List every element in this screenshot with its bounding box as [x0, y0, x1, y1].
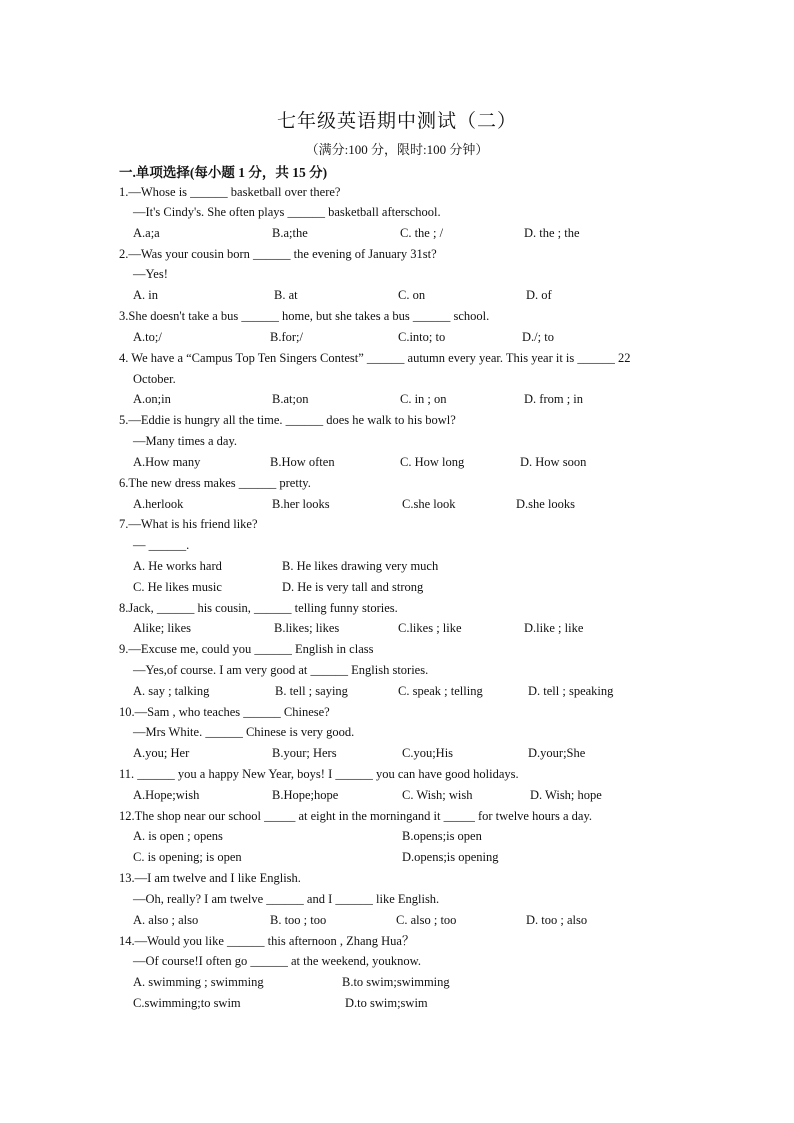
page-title: 七年级英语期中测试（二） — [276, 111, 517, 132]
answer-option: C.you;His — [402, 746, 454, 760]
section-heading: 一.单项选择(每小题 1 分，共 15 分) — [119, 165, 328, 180]
question-stem: 3.She doesn't take a bus ______ home, but she takes a bus ______ school. — [119, 309, 490, 323]
answer-option: D.opens;is opening — [402, 850, 499, 864]
answer-option: D./; to — [522, 330, 554, 344]
answer-option: C. How long — [400, 455, 465, 469]
answer-option: A.Hope;wish — [133, 788, 200, 802]
answer-option: B. He likes drawing very much — [282, 559, 439, 573]
answer-option: D. the ; the — [524, 226, 580, 240]
answer-option: B.likes; likes — [274, 621, 340, 635]
answer-option: A. in — [133, 288, 158, 302]
answer-option: A. He works hard — [133, 559, 222, 573]
answer-option: A.you; Her — [133, 746, 190, 760]
answer-option: B.How often — [270, 455, 335, 469]
answer-option: C.swimming;to swim — [133, 996, 241, 1010]
question-stem: 11. ______ you a happy New Year, boys! I ______ you can have good holidays. — [119, 767, 519, 781]
answer-option: A. say ; talking — [133, 684, 210, 698]
answer-option: B. tell ; saying — [275, 684, 348, 698]
answer-option: D. of — [526, 288, 552, 302]
answer-option: C. He likes music — [133, 580, 222, 594]
answer-option: D. Wish; hope — [530, 788, 602, 802]
answer-option: A.herlook — [133, 497, 184, 511]
answer-option: D. from ; in — [524, 392, 584, 406]
answer-option: C. Wish; wish — [402, 788, 473, 802]
question-stem: 9.—Excuse me, could you ______ English in class — [119, 642, 374, 656]
answer-option: A.to;/ — [133, 330, 162, 344]
page-subtitle: （满分:100 分，限时:100 分钟） — [305, 142, 489, 157]
question-stem: 4. We have a “Campus Top Ten Singers Contest” ______ autumn every year. This year it is ______ 22 — [119, 351, 631, 365]
answer-option: B.her looks — [272, 497, 330, 511]
question-stem: 5.—Eddie is hungry all the time. ______ does he walk to his bowl? — [119, 413, 456, 427]
question-stem: 8.Jack, ______ his cousin, ______ telling funny stories. — [119, 601, 398, 615]
answer-option: D.like ; like — [524, 621, 584, 635]
answer-option: B. at — [274, 288, 298, 302]
answer-option: A. swimming ; swimming — [133, 975, 264, 989]
question-stem: 7.—What is his friend like? — [119, 517, 258, 531]
answer-option: D.your;She — [528, 746, 586, 760]
answer-option: B.Hope;hope — [272, 788, 339, 802]
answer-option: B. too ; too — [270, 913, 327, 927]
answer-option: C. in ; on — [400, 392, 447, 406]
answer-option: D.to swim;swim — [345, 996, 428, 1010]
question-dialogue-line: —Oh, really? I am twelve ______ and I ______ like English. — [133, 892, 440, 906]
answer-option: A.on;in — [133, 392, 171, 406]
answer-option: Alike; likes — [133, 621, 191, 635]
question-dialogue-line: October. — [133, 372, 176, 386]
question-dialogue-line: —Mrs White. ______ Chinese is very good. — [133, 725, 355, 739]
question-stem: 2.—Was your cousin born ______ the evening of January 31st? — [119, 247, 437, 261]
question-dialogue-line: —Many times a day. — [133, 434, 238, 448]
answer-option: C. is opening; is open — [133, 850, 242, 864]
question-dialogue-line: —Of course!I often go ______ at the weekend, youknow. — [133, 954, 422, 968]
answer-option: D. too ; also — [526, 913, 588, 927]
question-stem: 1.—Whose is ______ basketball over there? — [119, 185, 341, 199]
answer-option: B.at;on — [272, 392, 309, 406]
answer-option: D. He is very tall and strong — [282, 580, 424, 594]
answer-option: C.she look — [402, 497, 456, 511]
answer-option: A.a;a — [133, 226, 160, 240]
answer-option: C. on — [398, 288, 426, 302]
answer-option: D.she looks — [516, 497, 576, 511]
answer-option: D. tell ; speaking — [528, 684, 614, 698]
answer-option: B.a;the — [272, 226, 308, 240]
answer-option: B.to swim;swimming — [342, 975, 450, 989]
answer-option: A.How many — [133, 455, 201, 469]
question-dialogue-line: —Yes! — [133, 267, 168, 281]
answer-option: D. How soon — [520, 455, 587, 469]
answer-option: C.likes ; like — [398, 621, 462, 635]
answer-option: A. also ; also — [133, 913, 199, 927]
question-stem: 14.—Would you like ______ this afternoon , Zhang Hua？ — [119, 934, 415, 948]
question-stem: 12.The shop near our school _____ at eight in the morningand it _____ for twelve hours a day. — [119, 809, 593, 823]
answer-option: B.for;/ — [270, 330, 303, 344]
answer-option: A. is open ; opens — [133, 829, 223, 843]
answer-option: C. speak ; telling — [398, 684, 483, 698]
answer-option: B.opens;is open — [402, 829, 482, 843]
answer-option: C. also ; too — [396, 913, 457, 927]
question-stem: 6.The new dress makes ______ pretty. — [119, 476, 311, 490]
question-stem: 13.—I am twelve and I like English. — [119, 871, 301, 885]
answer-option: C. the ; / — [400, 226, 444, 240]
question-dialogue-line: —Yes,of course. I am very good at ______ English stories. — [133, 663, 429, 677]
question-dialogue-line: —It's Cindy's. She often plays ______ basketball afterschool. — [133, 205, 441, 219]
answer-option: C.into; to — [398, 330, 446, 344]
question-stem: 10.—Sam , who teaches ______ Chinese? — [119, 705, 330, 719]
answer-option: B.your; Hers — [272, 746, 337, 760]
question-dialogue-line: — ______. — [133, 538, 190, 552]
